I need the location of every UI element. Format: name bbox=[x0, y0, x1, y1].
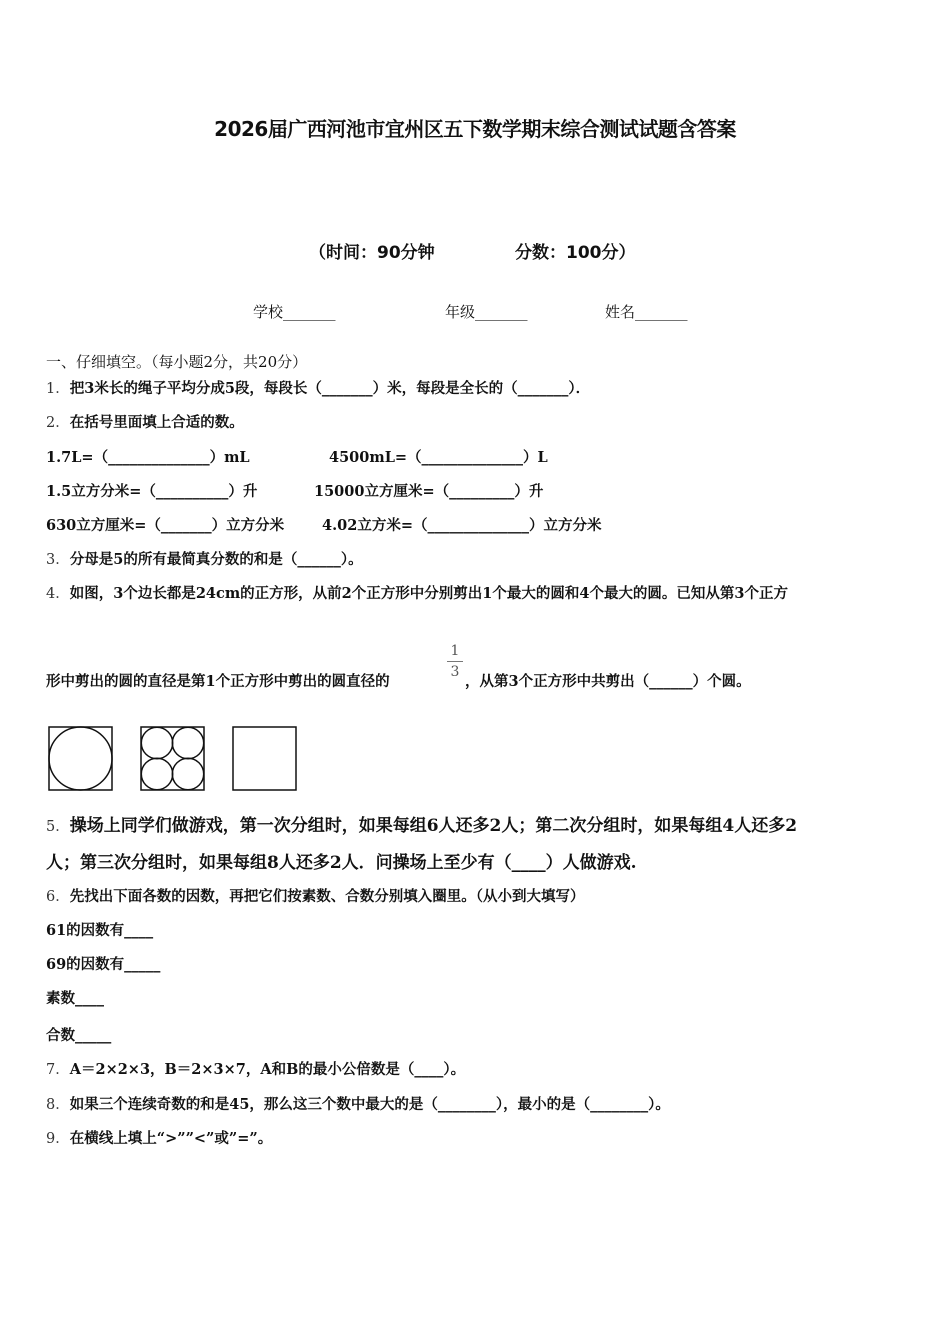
question-1 bbox=[46, 377, 590, 398]
question-4-line2b: ，从第3个正方形中共剪出（______）个圆。 bbox=[465, 673, 751, 690]
question-text: 先找出下面各数的因数，再把它们按素数、合数分别填入圈里。（从小到大填写） bbox=[69, 888, 585, 905]
fill-item: 1.5立方分米=（__________）升 bbox=[46, 483, 258, 500]
page-title: 2026届广西河池市宜州区五下数学期末综合测试试题含答案 bbox=[214, 117, 736, 141]
question-text: 在括号里面填上合适的数。 bbox=[69, 414, 244, 431]
question-number: 6． bbox=[46, 889, 70, 905]
question-number: 9． bbox=[46, 1131, 70, 1147]
question-text: 在横线上填上“>””<”或”=”。 bbox=[69, 1130, 273, 1147]
fill-item: 4.02立方米=（______________）立方分米 bbox=[322, 517, 602, 534]
question-text: A＝2×2×3，B＝2×3×7，A和B的最小公倍数是（____）。 bbox=[69, 1061, 466, 1078]
fraction-denominator: 3 bbox=[450, 664, 460, 680]
question-text: 分母是5的所有最简真分数的和是（______）。 bbox=[69, 551, 363, 568]
question-number: 3． bbox=[46, 552, 70, 568]
factors-69: 69的因数有_____ bbox=[46, 956, 161, 973]
grade-field: 年级_______ bbox=[445, 303, 528, 321]
question-5 bbox=[46, 811, 797, 836]
composite-numbers: 合数_____ bbox=[46, 1027, 112, 1044]
question-7 bbox=[46, 1058, 465, 1079]
question-text: 把3米长的绳子平均分成5段，每段长（_______）米，每段是全长的（_______）． bbox=[69, 380, 591, 397]
fraction-numerator: 1 bbox=[450, 643, 460, 659]
question-number: 5． bbox=[46, 819, 70, 835]
question-4-line2a: 形中剪出的圆的直径是第1个正方形中剪出的圆直径的 bbox=[46, 673, 390, 690]
question-number: 2． bbox=[46, 415, 70, 431]
question-3 bbox=[46, 548, 363, 569]
question-text: 操场上同学们做游戏，第一次分组时，如果每组6人还多2人；第二次分组时，如果每组4人还多2 bbox=[69, 816, 798, 836]
exam-time: （时间：90分钟 bbox=[309, 243, 435, 263]
fill-item: 630立方厘米=（_______）立方分米 bbox=[46, 517, 285, 534]
question-number: 1． bbox=[46, 381, 70, 397]
question-number: 7． bbox=[46, 1062, 70, 1078]
name-field: 姓名_______ bbox=[605, 303, 688, 321]
empty-square-figure bbox=[232, 726, 302, 796]
fill-item: 15000立方厘米=（_________）升 bbox=[314, 483, 544, 500]
question-text: 如图，3个边长都是24cm的正方形，从前2个正方形中分别剪出1个最大的圆和4个最大的圆。已知从第3个正方 bbox=[69, 585, 789, 602]
prime-numbers: 素数____ bbox=[46, 990, 104, 1007]
exam-score: 分数：100分） bbox=[515, 243, 636, 263]
school-field: 学校_______ bbox=[253, 303, 336, 321]
question-6 bbox=[46, 885, 584, 906]
fraction-one-third bbox=[447, 644, 463, 679]
question-2 bbox=[46, 411, 244, 432]
fill-item: 1.7L=（______________）mL bbox=[46, 449, 250, 466]
question-5-line2: 人；第三次分组时，如果每组8人还多2人．问操场上至少有（____）人做游戏. bbox=[46, 853, 637, 873]
square-four-circles-figure bbox=[140, 726, 210, 796]
question-4 bbox=[46, 582, 788, 603]
fill-item: 4500mL=（______________）L bbox=[329, 449, 548, 466]
square-one-circle-figure bbox=[48, 726, 118, 796]
factors-61: 61的因数有____ bbox=[46, 922, 154, 939]
section-heading: 一、仔细填空。（每小题2分，共20分） bbox=[46, 353, 308, 371]
question-number: 4． bbox=[46, 586, 70, 602]
question-number: 8． bbox=[46, 1097, 70, 1113]
question-text: 如果三个连续奇数的和是45，那么这三个数中最大的是（________），最小的是（________）。 bbox=[69, 1096, 670, 1113]
question-8 bbox=[46, 1093, 670, 1114]
question-9 bbox=[46, 1127, 272, 1148]
